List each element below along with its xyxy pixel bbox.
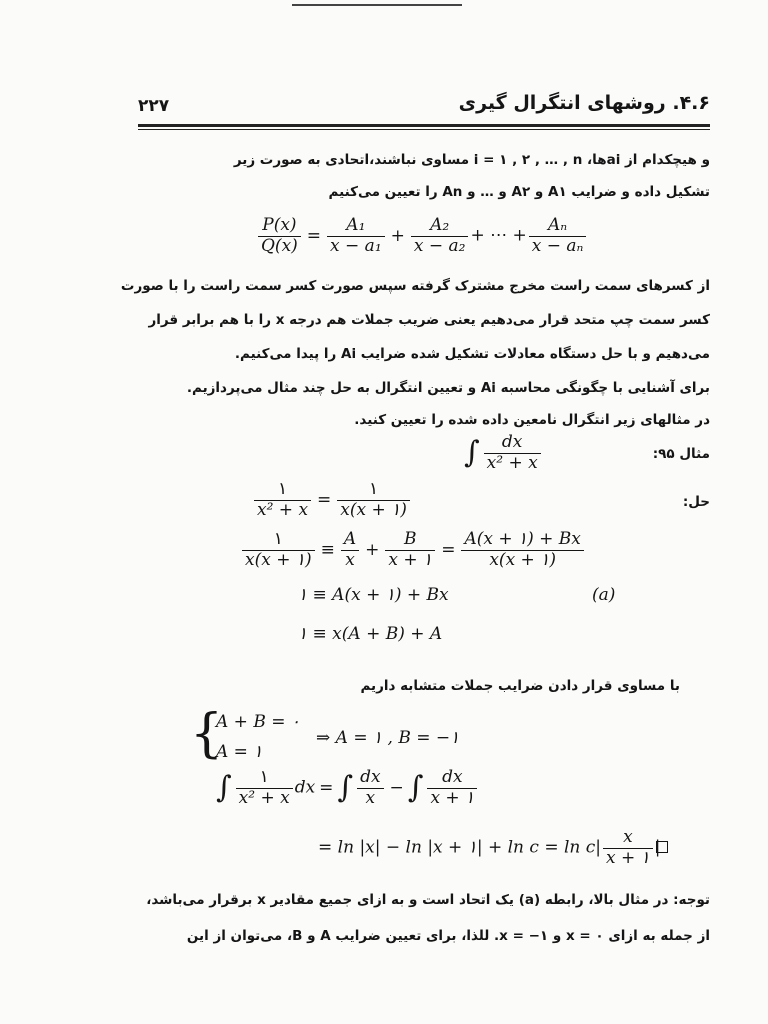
equate-coefficients-text: با مساوی قرار دادن ضرایب جملات متشابه داریم xyxy=(360,678,680,694)
eq1-t1-num: A₁ xyxy=(327,216,385,237)
final-pre: = ln |x| − ln |x + ۱| + ln c = ln c| xyxy=(318,837,601,858)
int-r1-num: dx xyxy=(357,768,383,789)
solution-step-2: $\frac{۱}{x(x + ۱)}$ ≡ $\frac{A}{x}$ + $\frac{B}{x + ۱}$ = $\frac{A(x + ۱) + Bx}{x(x + ۱)}$ xyxy=(240,530,586,570)
eq1-tn-den: x − aₙ xyxy=(531,235,584,256)
int-r1-den: x xyxy=(365,787,376,808)
final-den: x + ۱ xyxy=(606,847,650,868)
eq1-lhs-num: P(x) xyxy=(258,216,301,237)
system-result: ⇒ A = ۱ , B = −۱ xyxy=(316,728,460,748)
s2-a-den: x xyxy=(345,549,355,570)
s2-lhs-den: x(x + ۱) xyxy=(245,549,312,570)
para4: در مثالهای زیر انتگرال نامعین داده شده را تعیین کنید. xyxy=(354,412,710,428)
final-post: | xyxy=(654,837,661,858)
int-r2-den: x + ۱ xyxy=(430,787,475,808)
page-number: ۲۲۷ xyxy=(138,96,170,116)
example-integral: ∫ $\frac{dx}{\text{x² + x}}$ xyxy=(464,433,543,473)
eq1-t2-num: A₂ xyxy=(411,216,469,237)
eq1-lhs-den: Q(x) xyxy=(261,235,298,256)
header-rule-thin xyxy=(138,129,710,130)
s2-r-num: A(x + ۱) + Bx xyxy=(461,530,583,551)
s2-r-den: x(x + ۱) xyxy=(489,549,556,570)
eq1-dots: + ⋯ + xyxy=(470,225,527,246)
eq1-tn-num: Aₙ xyxy=(529,216,587,237)
int-r2-num: dx xyxy=(427,768,477,789)
system-line-1: A + B = ۰ xyxy=(216,712,301,732)
eq1-t1-den: x − a₁ xyxy=(330,235,382,256)
final-result xyxy=(318,828,661,868)
ex-num: dx xyxy=(484,433,541,454)
s2-b-den: x + ۱ xyxy=(388,549,433,570)
partial-fraction-identity: $\frac{P(x)}{Q(x)}$ = $\frac{\text{A₁}}{\text{x − a₁}}$ + $\frac{\text{A₂}}{\text{x − a₂}}$ + ⋯ + $\frac{\text{Aₙ}}{\text{x − aₙ}}$ xyxy=(256,216,588,256)
int-lhs-dx: dx xyxy=(294,777,316,798)
s2-b-num: B xyxy=(385,530,435,551)
final-num: x xyxy=(603,828,653,849)
ex-den: x² + x xyxy=(486,452,538,473)
int-lhs-den: x² + x xyxy=(238,787,290,808)
para2-line-1: از کسرهای سمت راست مخرج مشترک گرفته سپس صورت کسر سمت راست را با صورت xyxy=(120,278,710,294)
identity-a-label: (a) xyxy=(592,585,616,605)
system-line-2: A = ۱ xyxy=(216,742,263,762)
int-lhs-num: ۱ xyxy=(236,768,293,789)
s1-lhs-num: ۱ xyxy=(254,480,311,501)
para3: برای آشنایی با چگونگی محاسبه Ai و تعیین انتگرال به حل چند مثال می‌پردازیم. xyxy=(186,380,710,396)
chapter-title: ۴.۶. روشهای انتگرال گیری xyxy=(458,92,710,114)
header-rule-thick xyxy=(138,124,710,127)
s1-lhs-den: x² + x xyxy=(257,499,309,520)
para2-line-2: کسر سمت چپ متحد قرار می‌دهیم یعنی ضریب جملات هم درجه x را با هم برابر قرار xyxy=(148,312,710,328)
eq1-t2-den: x − a₂ xyxy=(413,235,466,256)
s2-a-num: A xyxy=(341,530,359,551)
note-line-2: از جمله به ازای ۰ = x و ۱− = x. للذا، برای تعیین ضرایب A و B، می‌توان از این xyxy=(186,928,710,944)
s1-rhs-den: x(x + ۱) xyxy=(340,499,407,520)
solution-step-1: $\frac{۱}{\text{x² + x}}$ = $\frac{۱}{x(x + ۱)}$ xyxy=(252,480,412,520)
identity-a: ۱ ≡ A(x + ۱) + Bx xyxy=(298,585,449,605)
identity-b: ۱ ≡ x(A + B) + A xyxy=(298,624,443,644)
top-rule xyxy=(292,4,462,6)
page-header xyxy=(138,86,710,122)
text-line-1: و هیچکدام از aiها، i = ۱ , ۲ , … , n مساوی نباشند،اتحادی به صورت زیر xyxy=(233,152,710,168)
qed-box-icon xyxy=(656,841,668,853)
integral-decomposition: ∫ $\frac{۱}{\text{x² + x}}$ dx = ∫ $\frac{dx}{x}$ − ∫ $\frac{dx}{x + ۱}$ xyxy=(216,768,479,808)
solution-label: حل: xyxy=(682,494,710,510)
s2-lhs-num: ۱ xyxy=(242,530,315,551)
s1-rhs-num: ۱ xyxy=(337,480,410,501)
text-line-2: تشکیل داده و ضرایب A۱ و A۲ و … و An را تعیین می‌کنیم xyxy=(328,184,710,200)
note-line-1: توجه: در مثال بالا، رابطه (a) یک اتحاد است و به ازای جمیع مقادیر x برقرار می‌باشد، xyxy=(146,892,710,908)
example-label: مثال ۹۵: xyxy=(652,446,710,462)
para2-line-3: می‌دهیم و با حل دستگاه معادلات تشکیل شده ضرایب Ai را پیدا می‌کنیم. xyxy=(234,346,710,362)
